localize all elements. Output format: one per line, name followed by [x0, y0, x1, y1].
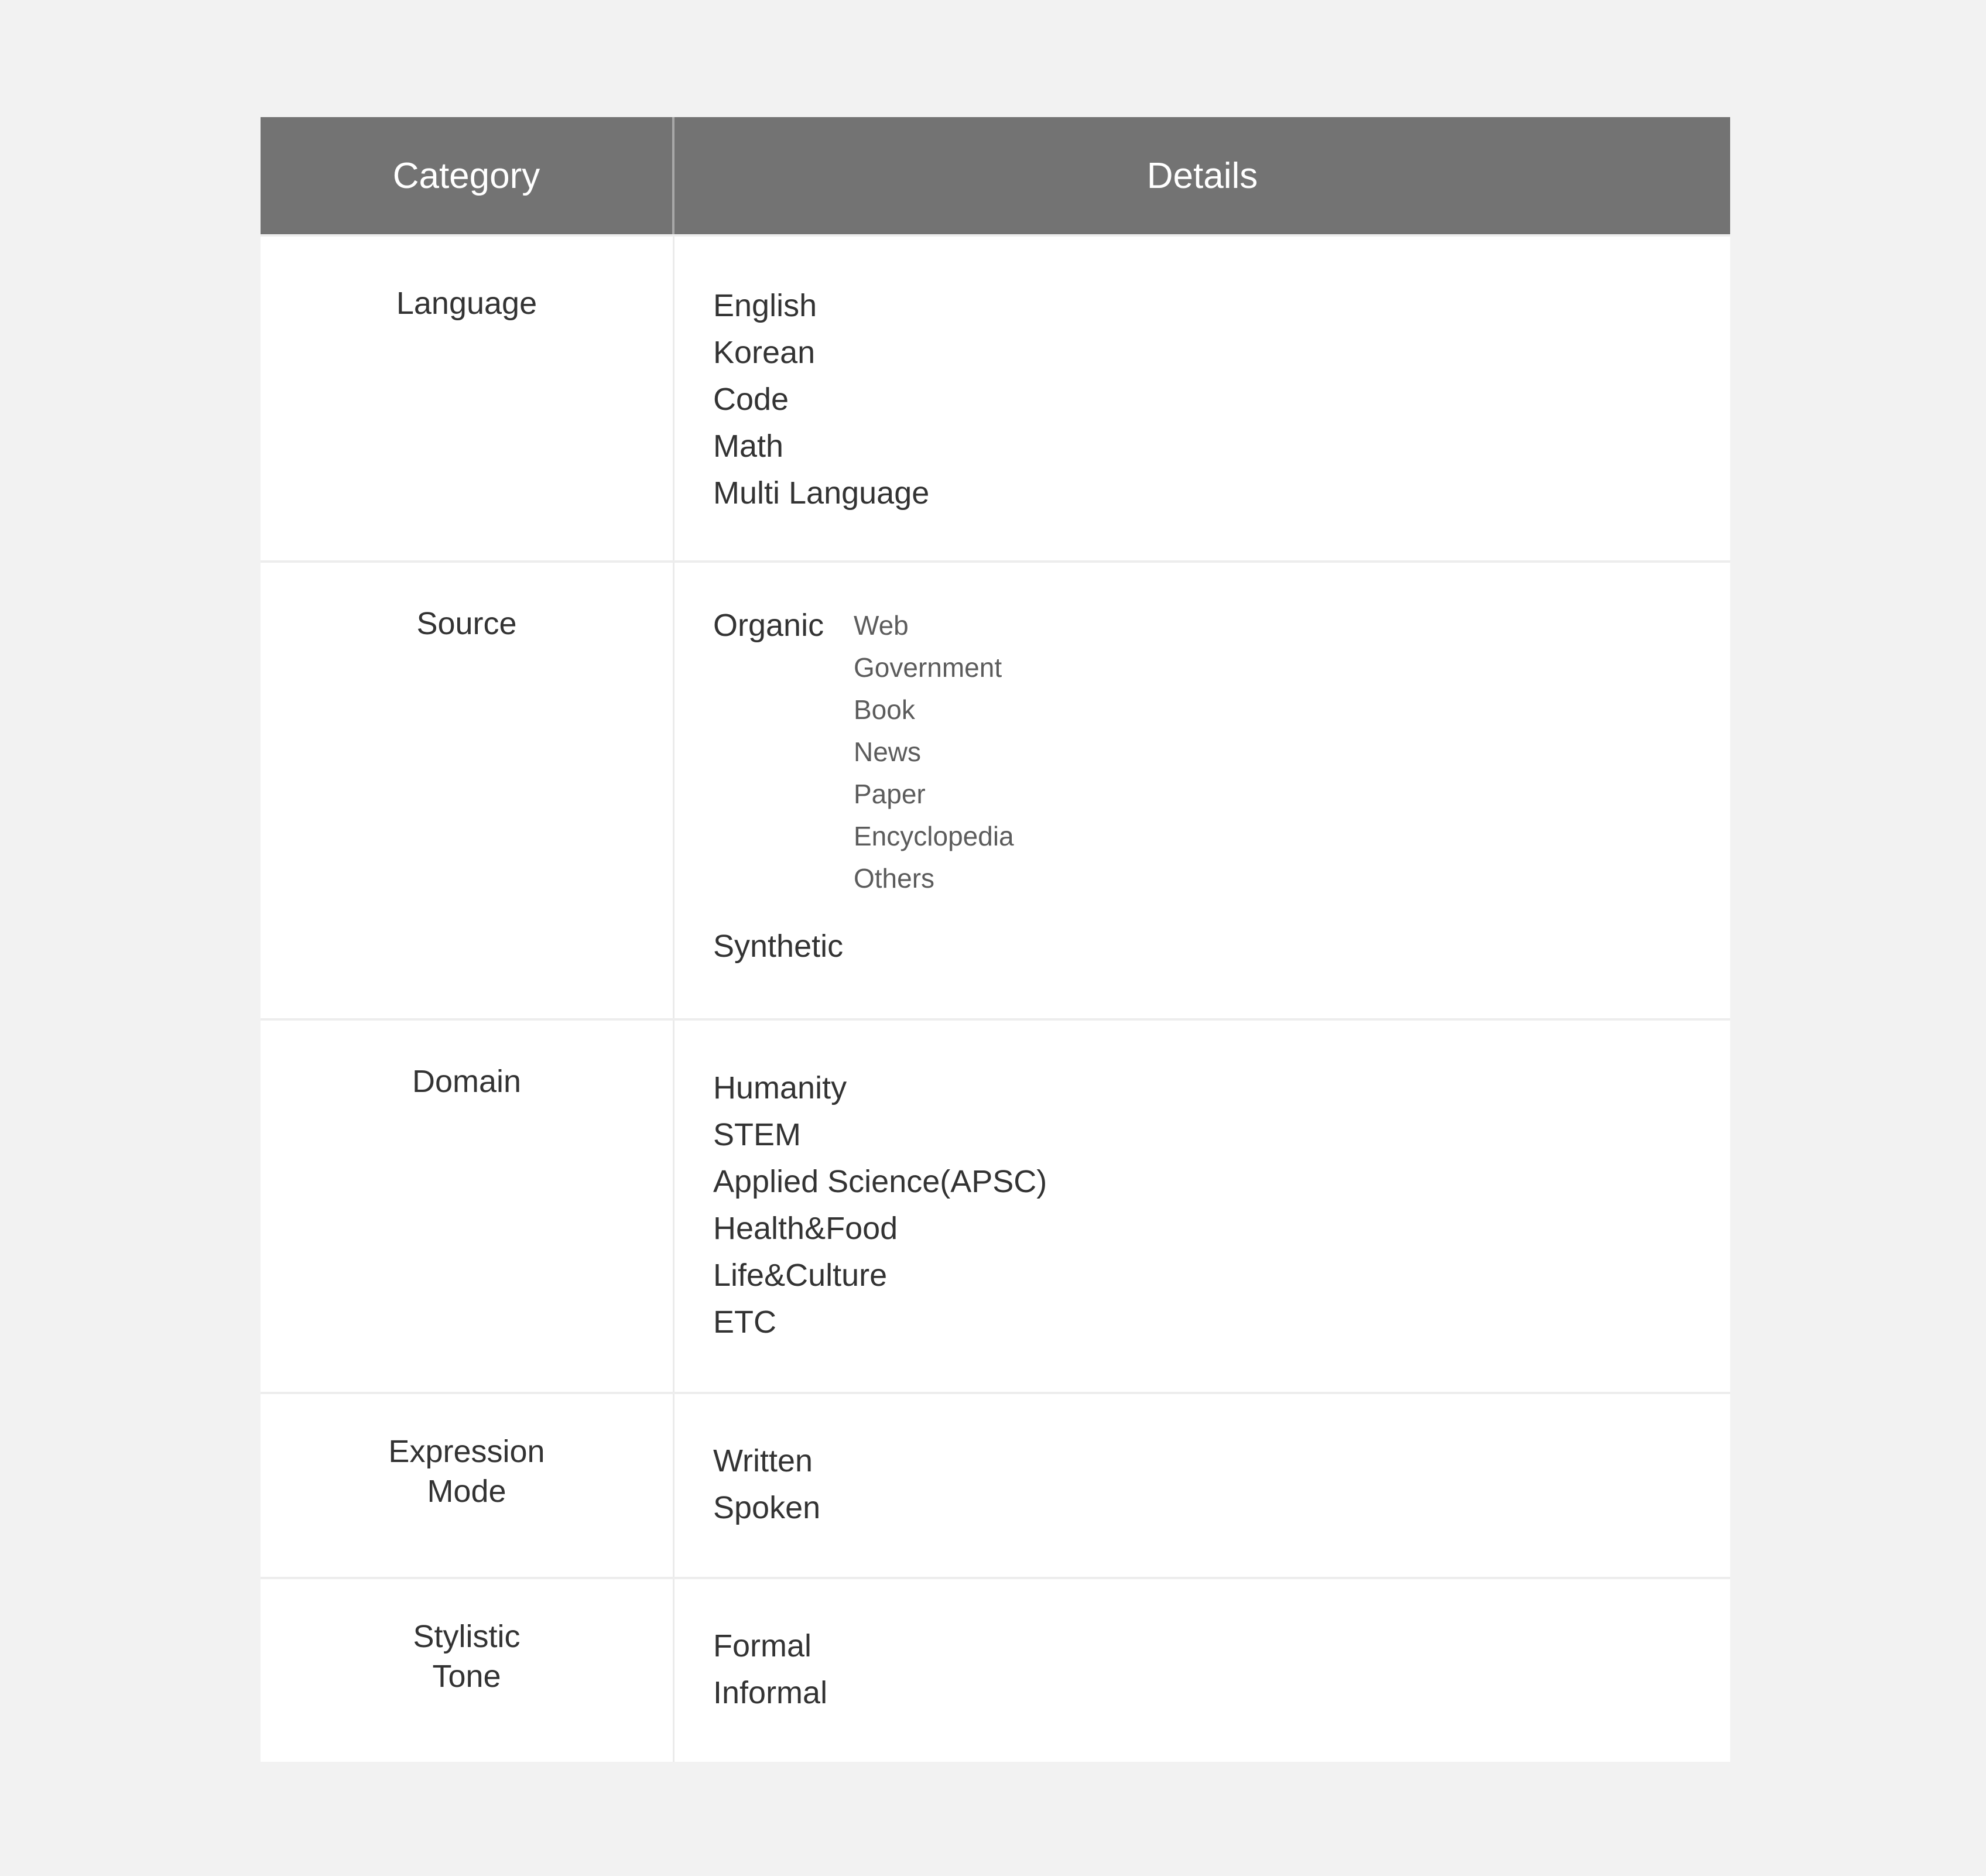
row-domain: [261, 1018, 1730, 1392]
category-expression-mode: [261, 1394, 674, 1577]
list-item: Informal: [713, 1675, 828, 1710]
row-source: [261, 560, 1730, 1018]
list-item: STEM: [713, 1117, 802, 1152]
category-label: Tone: [432, 1659, 501, 1694]
organic-group: [713, 602, 1730, 899]
list-item: Code: [713, 382, 789, 417]
list-item: English: [713, 288, 817, 323]
row-expression-mode: [261, 1392, 1730, 1577]
category-stylistic-tone: [261, 1579, 674, 1762]
category-source: [261, 563, 674, 1018]
category-label: Language: [396, 286, 537, 321]
category-label: Mode: [427, 1474, 506, 1509]
sub-list-item: Paper: [854, 779, 926, 809]
list-item: Health&Food: [713, 1211, 898, 1246]
sub-list-item: Others: [854, 863, 935, 894]
sub-list-item: Book: [854, 694, 915, 725]
category-label: Expression: [388, 1434, 545, 1469]
category-language: [261, 237, 674, 560]
list-item: Spoken: [713, 1490, 821, 1525]
row-stylistic-tone: [261, 1577, 1730, 1762]
sub-list-item: Encyclopedia: [854, 821, 1014, 851]
list-item: ETC: [713, 1305, 776, 1340]
header-category: Category: [261, 117, 674, 234]
sub-list-item: News: [854, 737, 922, 767]
list-item: Life&Culture: [713, 1258, 888, 1293]
category-label: Source: [416, 606, 517, 641]
organic-label: Organic: [713, 608, 824, 643]
synthetic-label: Synthetic: [713, 929, 844, 964]
list-item: Math: [713, 429, 784, 464]
sub-list-item: Web: [854, 610, 909, 641]
list-item: Multi Language: [713, 475, 930, 511]
row-language: [261, 234, 1730, 560]
details-stylistic-tone: [674, 1579, 1730, 1762]
details-source: [674, 563, 1730, 1018]
list-item: Formal: [713, 1628, 812, 1663]
details-language: [674, 237, 1730, 560]
sub-list-item: Government: [854, 652, 1002, 683]
details-expression-mode: [674, 1394, 1730, 1577]
category-label: Stylistic: [413, 1619, 521, 1654]
table-header: [261, 117, 1730, 234]
category-label: Domain: [412, 1064, 522, 1099]
list-item: Applied Science(APSC): [713, 1164, 1047, 1199]
category-details-table: [261, 117, 1730, 1762]
list-item: Written: [713, 1443, 813, 1478]
organic-sub-list: [854, 602, 1014, 899]
list-item: Korean: [713, 335, 816, 370]
list-item: Humanity: [713, 1070, 847, 1105]
category-domain: [261, 1021, 674, 1392]
header-details: Details: [1146, 155, 1258, 196]
details-domain: [674, 1021, 1730, 1392]
